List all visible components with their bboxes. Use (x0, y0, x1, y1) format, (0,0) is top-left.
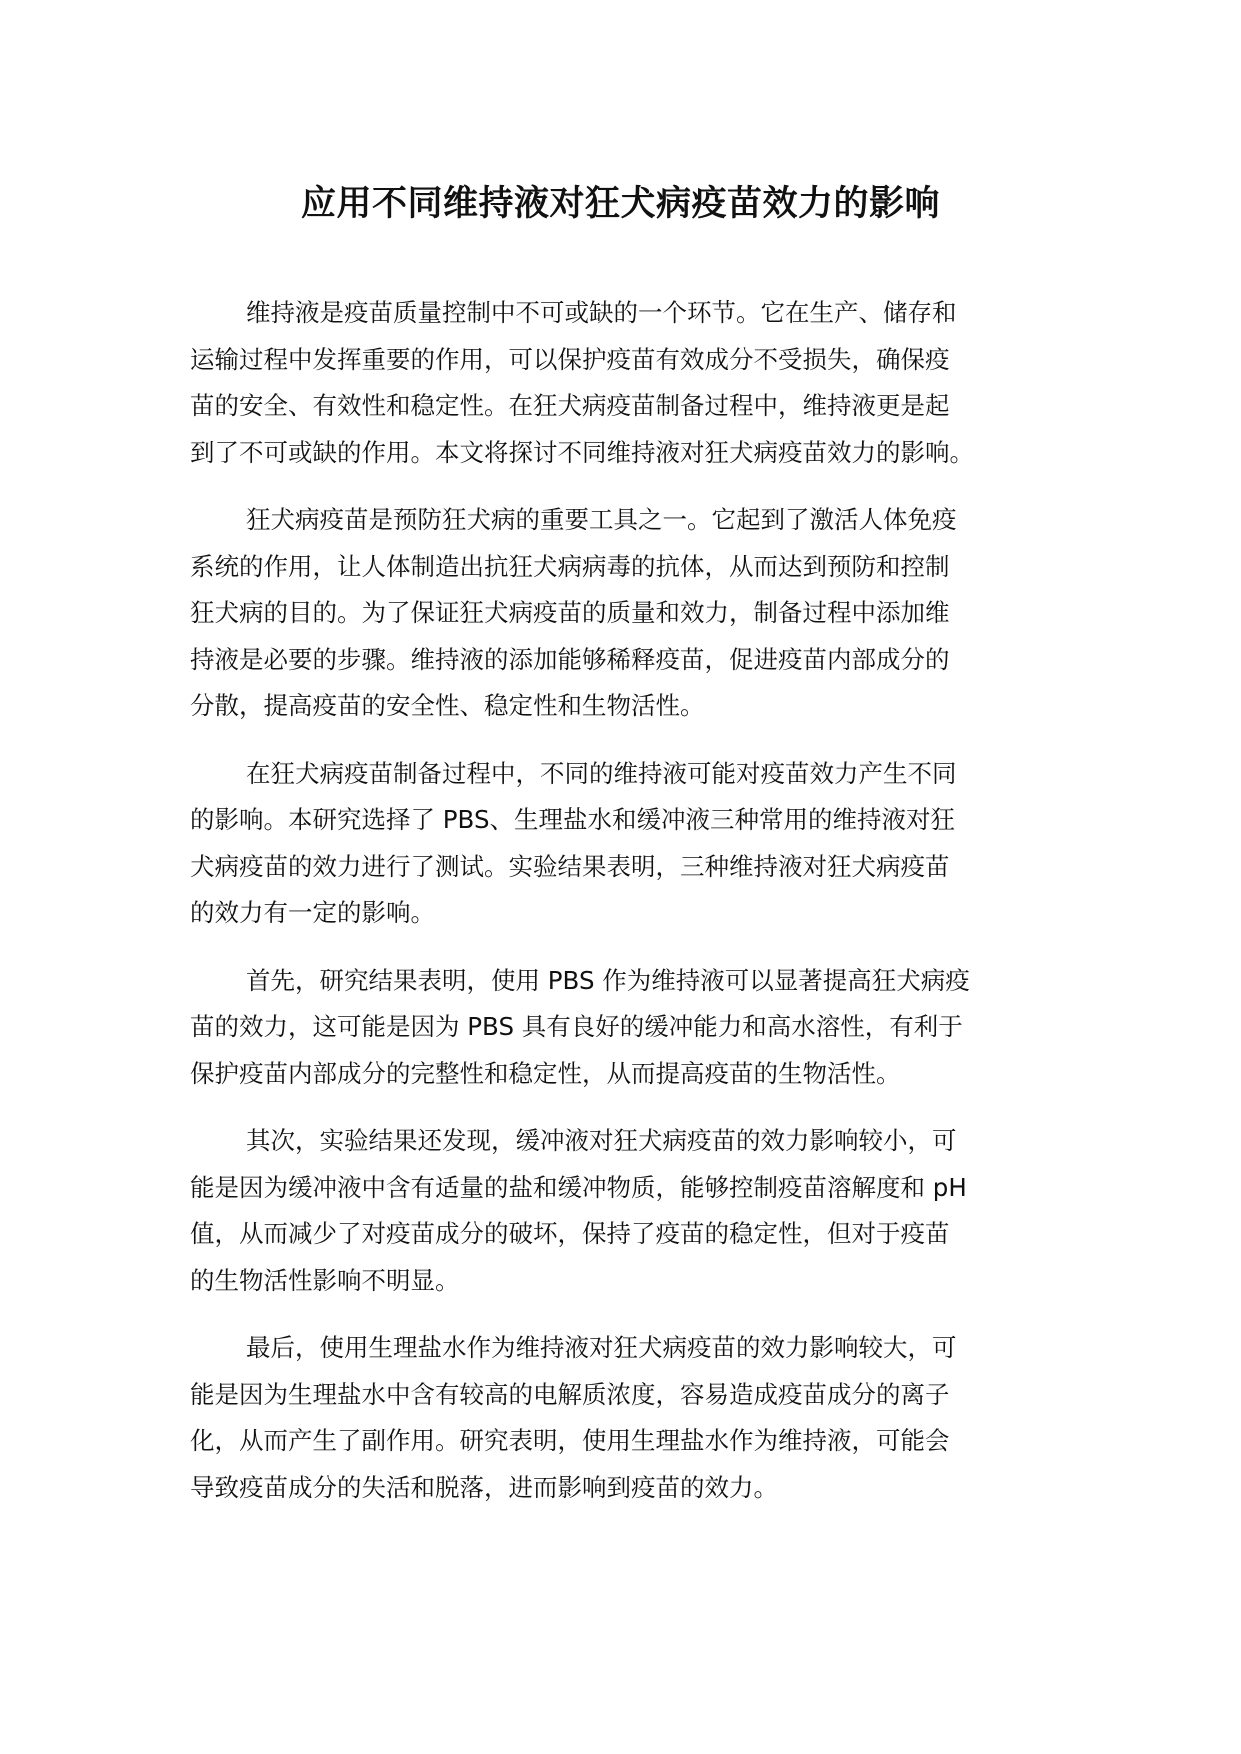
paragraph-line: 的效力有一定的影响。 (190, 898, 435, 927)
paragraph-line: 化，从而产生了副作用。研究表明，使用生理盐水作为维持液，可能会 (190, 1426, 950, 1455)
paragraph-line: 分散，提高疫苗的安全性、稳定性和生物活性。 (190, 691, 705, 720)
document-body (190, 290, 1070, 1532)
paragraph-6 (190, 1325, 1070, 1511)
paragraph-line: 在狂犬病疫苗制备过程中，不同的维持液可能对疫苗效力产生不同 (246, 758, 957, 788)
paragraph-line: 导致疫苗成分的失活和脱落，进而影响到疫苗的效力。 (190, 1472, 778, 1502)
paragraph-line: 的生物活性影响不明显。 (190, 1265, 460, 1295)
paragraph-line: 维持液是疫苗质量控制中不可或缺的一个环节。它在生产、储存和 (246, 298, 957, 327)
paragraph-line: 能是因为生理盐水中含有较高的电解质浓度，容易造成疫苗成分的离子 (190, 1379, 950, 1409)
paragraph-line: 持液是必要的步骤。维持液的添加能够稀释疫苗，促进疫苗内部成分的 (190, 644, 950, 674)
paragraph-line: 其次，实验结果还发现，缓冲液对狂犬病疫苗的效力影响较小，可 (246, 1126, 957, 1155)
paragraph-line: 能是因为缓冲液中含有适量的盐和缓冲物质，能够控制疫苗溶解度和 pH (190, 1172, 967, 1202)
paragraph-line: 的影响。本研究选择了 PBS、生理盐水和缓冲液三种常用的维持液对狂 (190, 805, 955, 834)
paragraph-line: 首先，研究结果表明，使用 PBS 作为维持液可以显著提高狂犬病疫 (246, 965, 970, 995)
paragraph-line: 苗的安全、有效性和稳定性。在狂犬病疫苗制备过程中，维持液更是起 (190, 391, 950, 420)
paragraph-line: 运输过程中发挥重要的作用，可以保护疫苗有效成分不受损失，确保疫 (190, 344, 950, 374)
paragraph-line: 犬病疫苗的效力进行了测试。实验结果表明，三种维持液对狂犬病疫苗 (190, 851, 950, 881)
paragraph-line: 系统的作用，让人体制造出抗狂犬病病毒的抗体，从而达到预防和控制 (190, 551, 950, 581)
paragraph-line: 到了不可或缺的作用。本文将探讨不同维持液对狂犬病疫苗效力的影响。 (190, 437, 974, 467)
paragraph-5 (190, 1118, 1070, 1304)
paragraph-line: 值，从而减少了对疫苗成分的破坏，保持了疫苗的稳定性，但对于疫苗 (190, 1219, 950, 1248)
paragraph-line: 苗的效力，这可能是因为 PBS 具有良好的缓冲能力和高水溶性，有利于 (190, 1012, 963, 1041)
document-title: 应用不同维持液对狂犬病疫苗效力的影响 (300, 184, 940, 224)
paragraph-line: 狂犬病的目的。为了保证狂犬病疫苗的质量和效力，制备过程中添加维 (190, 598, 950, 627)
paragraph-line: 最后，使用生理盐水作为维持液对狂犬病疫苗的效力影响较大，可 (246, 1333, 957, 1362)
paragraph-1 (190, 290, 1070, 476)
paragraph-line: 保护疫苗内部成分的完整性和稳定性，从而提高疫苗的生物活性。 (190, 1058, 901, 1088)
paragraph-3 (190, 751, 1070, 937)
paragraph-line: 狂犬病疫苗是预防狂犬病的重要工具之一。它起到了激活人体免疫 (246, 505, 957, 534)
paragraph-2 (190, 497, 1070, 730)
paragraph-4 (190, 958, 1070, 1098)
